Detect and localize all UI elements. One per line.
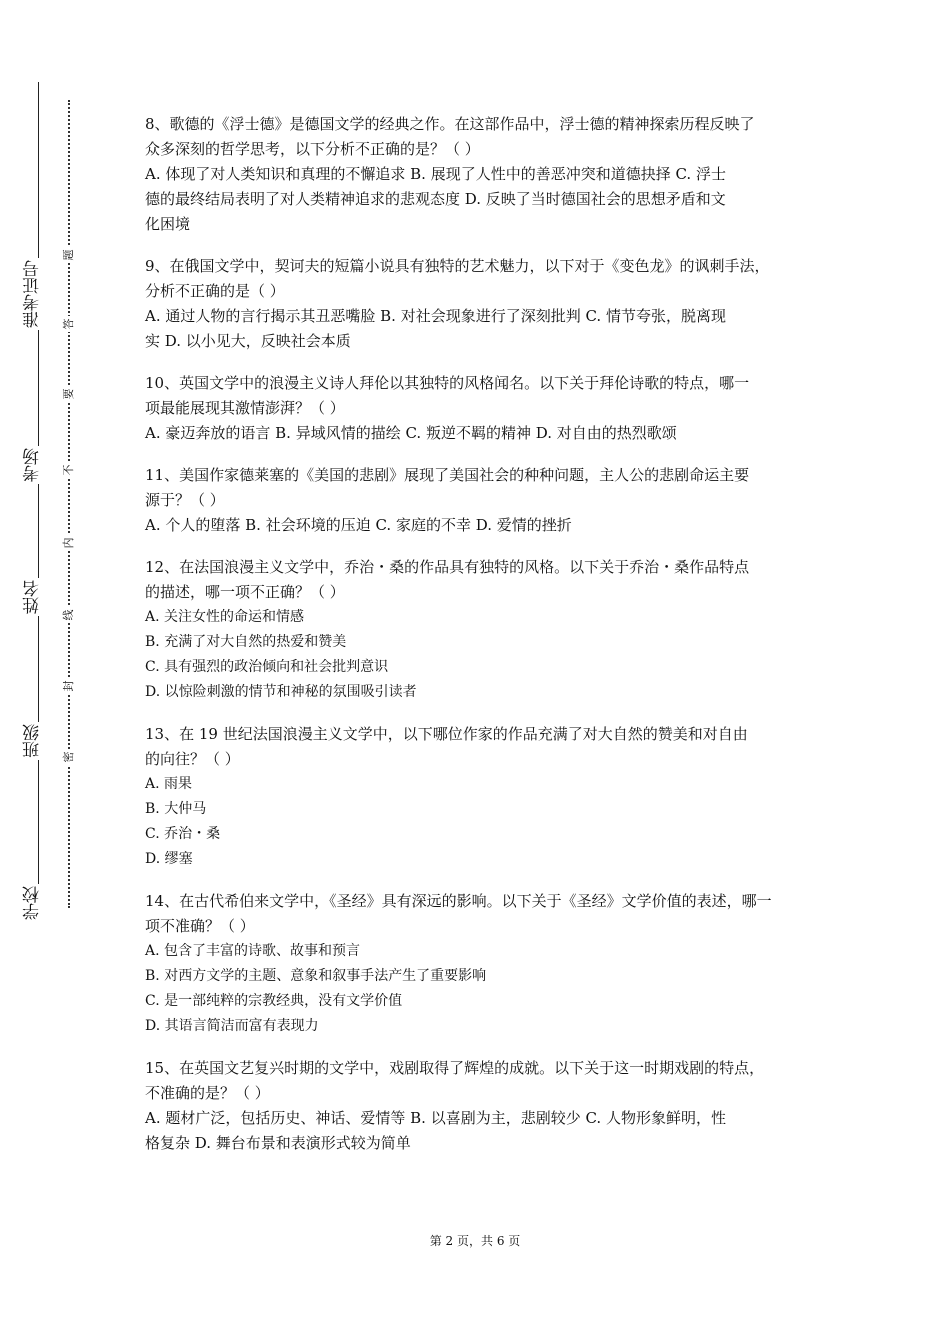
question-text: 项最能展现其激情澎湃？（ ） xyxy=(145,399,345,417)
binding-dotted-line xyxy=(68,100,70,908)
field-label-class: 班级 xyxy=(20,722,56,760)
question-options: 格复杂 D. 舞台布景和表演形式较为简单 xyxy=(145,1134,411,1152)
question-text: 10、英国文学中的浪漫主义诗人拜伦以其独特的风格闻名。以下关于拜伦诗歌的特点，哪一 xyxy=(145,374,750,392)
question-text: 13、在 19 世纪法国浪漫主义文学中，以下哪位作家的作品充满了对大自然的赞美和对自由 xyxy=(145,725,748,743)
option-a: A. 包含了丰富的诗歌、故事和预言 xyxy=(145,943,361,959)
question-options: 化困境 xyxy=(145,215,191,233)
question-options: 实 D. 以小见大，反映社会本质 xyxy=(145,332,351,350)
option-d: D. 缪塞 xyxy=(145,851,193,867)
option-b: B. 充满了对大自然的热爱和赞美 xyxy=(145,634,347,650)
question-options: A. 体现了对人类知识和真理的不懈追求 B. 展现了人性中的善恶冲突和道德抉择 C. 浮士 xyxy=(145,165,726,183)
seal-char: 题 xyxy=(57,247,79,263)
question-text: 众多深刻的哲学思考，以下分析不正确的是？（ ） xyxy=(145,140,480,158)
option-c: C. 乔治・桑 xyxy=(145,826,221,842)
question-text: 的描述，哪一项不正确？（ ） xyxy=(145,583,345,601)
question-9 xyxy=(145,254,817,354)
question-text: 8、歌德的《浮士德》是德国文学的经典之作。在这部作品中，浮士德的精神探索历程反映了 xyxy=(145,115,755,133)
seal-char: 要 xyxy=(57,386,79,402)
seal-char: 封 xyxy=(57,678,79,694)
field-label-school: 学校 xyxy=(20,884,56,922)
seal-char: 密 xyxy=(57,749,79,765)
option-a: A. 关注女性的命运和情感 xyxy=(145,609,305,625)
question-text: 9、在俄国文学中，契诃夫的短篇小说具有独特的艺术魅力，以下对于《变色龙》的讽刺手法， xyxy=(145,257,770,275)
page-number-footer: 第 2 页，共 6 页 xyxy=(429,1234,521,1248)
option-c: C. 是一部纯粹的宗教经典，没有文学价值 xyxy=(145,993,403,1009)
question-12 xyxy=(145,555,817,705)
question-10 xyxy=(145,371,817,446)
question-list xyxy=(145,112,817,1173)
option-d: D. 以惊险刺激的情节和神秘的氛围吸引读者 xyxy=(145,684,417,700)
option-a: A. 雨果 xyxy=(145,776,193,792)
question-text: 源于？（ ） xyxy=(145,491,225,509)
field-label-exam-number: 准考证号 xyxy=(20,258,56,330)
question-14 xyxy=(145,889,817,1039)
question-11 xyxy=(145,463,817,538)
question-8 xyxy=(145,112,817,237)
seal-char: 内 xyxy=(57,535,79,551)
question-options: A. 豪迈奔放的语言 B. 异域风情的描绘 C. 叛逆不羁的精神 D. 对自由的热烈歌颂 xyxy=(145,424,677,442)
question-15 xyxy=(145,1056,817,1156)
question-text: 不准确的是？（ ） xyxy=(145,1084,270,1102)
binding-solid-line xyxy=(38,82,39,902)
option-c: C. 具有强烈的政治倾向和社会批判意识 xyxy=(145,659,389,675)
question-text: 14、在古代希伯来文学中，《圣经》具有深远的影响。以下关于《圣经》文学价值的表述，哪一 xyxy=(145,892,772,910)
field-label-name: 姓名 xyxy=(20,578,56,616)
option-b: B. 大仲马 xyxy=(145,801,207,817)
question-text: 项不准确？（ ） xyxy=(145,917,255,935)
seal-char: 线 xyxy=(57,607,79,623)
question-13 xyxy=(145,722,817,872)
question-options: A. 通过人物的言行揭示其丑恶嘴脸 B. 对社会现象进行了深刻批判 C. 情节夸张，脱离现 xyxy=(145,307,726,325)
question-options: A. 题材广泛，包括历史、神话、爱情等 B. 以喜剧为主，悲剧较少 C. 人物形象鲜明，性 xyxy=(145,1109,726,1127)
option-d: D. 其语言简洁而富有表现力 xyxy=(145,1018,319,1034)
question-options: 德的最终结局表明了对人类精神追求的悲观态度 D. 反映了当时德国社会的思想矛盾和文 xyxy=(145,190,726,208)
seal-char: 不 xyxy=(57,462,79,478)
question-text: 分析不正确的是（ ） xyxy=(145,282,285,300)
question-text: 的向往？（ ） xyxy=(145,750,240,768)
question-text: 15、在英国文艺复兴时期的文学中，戏剧取得了辉煌的成就。以下关于这一时期戏剧的特点， xyxy=(145,1059,765,1077)
question-text: 12、在法国浪漫主义文学中，乔治・桑的作品具有独特的风格。以下关于乔治・桑作品特点 xyxy=(145,558,750,576)
seal-char: 答 xyxy=(57,316,79,332)
binding-margin xyxy=(0,0,110,1344)
question-text: 11、美国作家德莱塞的《美国的悲剧》展现了美国社会的种种问题，主人公的悲剧命运主要 xyxy=(145,466,750,484)
field-label-exam-room: 考场 xyxy=(20,446,56,484)
option-b: B. 对西方文学的主题、意象和叙事手法产生了重要影响 xyxy=(145,968,487,984)
question-options: A. 个人的堕落 B. 社会环境的压迫 C. 家庭的不幸 D. 爱情的挫折 xyxy=(145,516,572,534)
